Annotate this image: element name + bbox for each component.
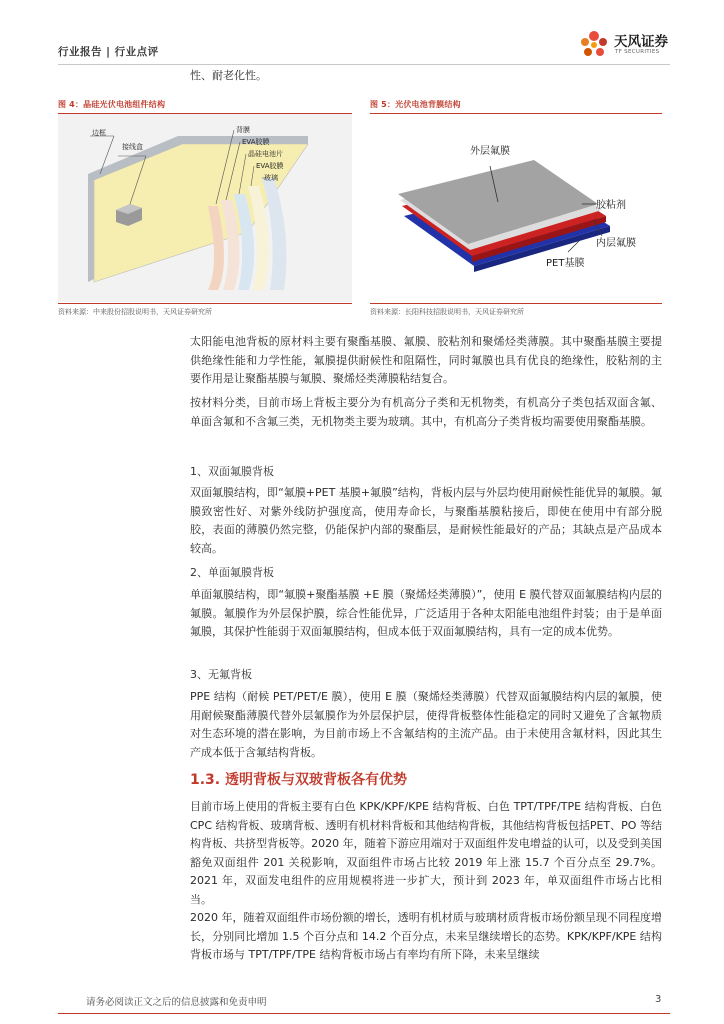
figure4-source-divider [58,303,352,304]
pv-module-diagram [58,114,352,302]
label-glass: 玻璃 [264,174,278,182]
paragraph-double-fluoro: 双面氟膜结构，即“氟膜+PET 基膜+氟膜”结构，背板内层与外层均使用耐候性能优异的氟膜。氟膜致密性好、对紫外线防护强度高，使用寿命长，与聚酯基膜粘接后，即使在使用中有部分脱胶，表面的薄膜仍然完整，仍能保护内部的聚酯层，是耐候性能最好的产品；其缺点是产品成本较高。 [190,486,662,555]
label-cell: 晶硅电池片 [248,150,283,158]
figure5-title: 图 5：光伏电池背膜结构 [370,100,461,109]
footer-divider [58,1013,670,1014]
label-pet: PET基膜 [546,258,585,269]
label-outer-fluoro: 外层氟膜 [470,146,510,157]
label-backsheet: 背膜 [236,126,250,134]
paragraph-market: 目前市场上使用的背板主要有白色 KPK/KPF/KPE 结构背板、白色 TPT/TPF/TPE 结构背板、白色 CPC 结构背板、玻璃背板、透明有机材料背板和其他结构背板，其他结构背板包括PET、PO 等结构背板、共挤型背板等。2020 年，随着下游应用端对于双面组件发电增益的认可，以及受到美国豁免双面组件 201 关税影响，双面组件市场占比较 2019 年上涨 15.7 个百分点至 29.7%。2021 年，双面发电组件的应用规模将进一步扩大，预计到 2023 年，单双面组件市场占比相当。 [190,800,662,906]
label-inner-fluoro: 内层氟膜 [596,238,636,249]
page-number: 3 [655,994,662,1005]
subheading-single-fluoro: 2、单面氟膜背板 [190,566,274,579]
flower-logo-icon [576,28,612,64]
brand-subtitle: TF SECURITIES [615,49,660,55]
brand-name: 天风证券 [614,34,668,50]
figure4-title: 图 4：晶硅光伏电池组件结构 [58,100,166,109]
page-header [58,34,670,66]
paragraph-no-fluoro: PPE 结构（耐候 PET/PET/E 膜），使用 E 膜（聚烯烃类薄膜）代替双面氟膜结构内层的氟膜，使用耐候聚酯薄膜代替外层氟膜作为外层保护层，使得背板整体性能稳定的同时又避免了含氟物质对生态环境的潜在影响，为目前市场上不含氟结构的主流产品。由于未使用含氟材料，因此其生产成本低于含氟结构背板。 [190,690,662,759]
section-heading: 1.3. 透明背板与双玻背板各有优势 [190,772,407,788]
figure5-source: 资料来源：长阳科技招股说明书，天风证券研究所 [370,308,524,316]
figure4-box [58,113,352,302]
paragraph-single-fluoro: 单面氟膜结构，即“氟膜+聚酯基膜 +E 膜（聚烯烃类薄膜）”，使用 E 膜代替双面氟膜结构内层的氟膜。氟膜作为外层保护膜，综合性能优异，广泛适用于各种太阳能电池组件封装；由于是单面氟膜，其保护性能弱于双面氟膜结构，但成本低于双面氟膜结构，具有一定的成本优势。 [190,588,662,638]
figure4-source: 资料来源：中来股份招股说明书，天风证券研究所 [58,308,212,316]
subheading-no-fluoro: 3、无氟背板 [190,668,252,681]
paragraph-growth: 2020 年，随着双面组件市场份额的增长，透明有机材质与玻璃材质背板市场份额呈现不同程度增长，分别同比增加 1.5 个百分点和 14.2 个百分点，未来呈继续增长的态势。KPK/KPF/KPE 结构背板市场与 TPT/TPF/TPE 结构背板市场占有率均有所下降，未来呈继续 [190,911,662,961]
report-type: 行业报告 | 行业点评 [58,46,159,58]
figure5-box [370,113,662,302]
paragraph-classification: 按材料分类，目前市场上背板主要分为有机高分子类和无机物类，有机高分子类包括双面含氟、单面含氟和不含氟三类，无机物类主要为玻璃。其中，有机高分子类背板均需要使用聚酯基膜。 [190,396,662,428]
footer-disclaimer: 请务必阅读正文之后的信息披露和免责申明 [86,997,267,1008]
intro-line: 性、耐老化性。 [190,69,267,82]
header-divider [58,64,670,65]
label-eva-1: EVA胶膜 [242,138,270,146]
brand-logo [576,28,686,64]
paragraph-materials: 太阳能电池背板的原材料主要有聚酯基膜、氟膜、胶粘剂和聚烯烃类薄膜。其中聚酯基膜主要提供绝缘性能和力学性能，氟膜提供耐候性和阻隔性，同时氟膜也具有优良的绝缘性，胶粘剂的主要作用是让聚酯基膜与氟膜、聚烯烃类薄膜粘结复合。 [190,335,662,385]
label-adhesive: 胶粘剂 [596,200,626,211]
label-frame: 边框 [92,129,106,137]
figure5-source-divider [370,303,662,304]
label-junction-box: 接线盒 [122,143,143,151]
subheading-double-fluoro: 1、双面氟膜背板 [190,465,274,478]
label-eva-2: EVA胶膜 [256,162,284,170]
